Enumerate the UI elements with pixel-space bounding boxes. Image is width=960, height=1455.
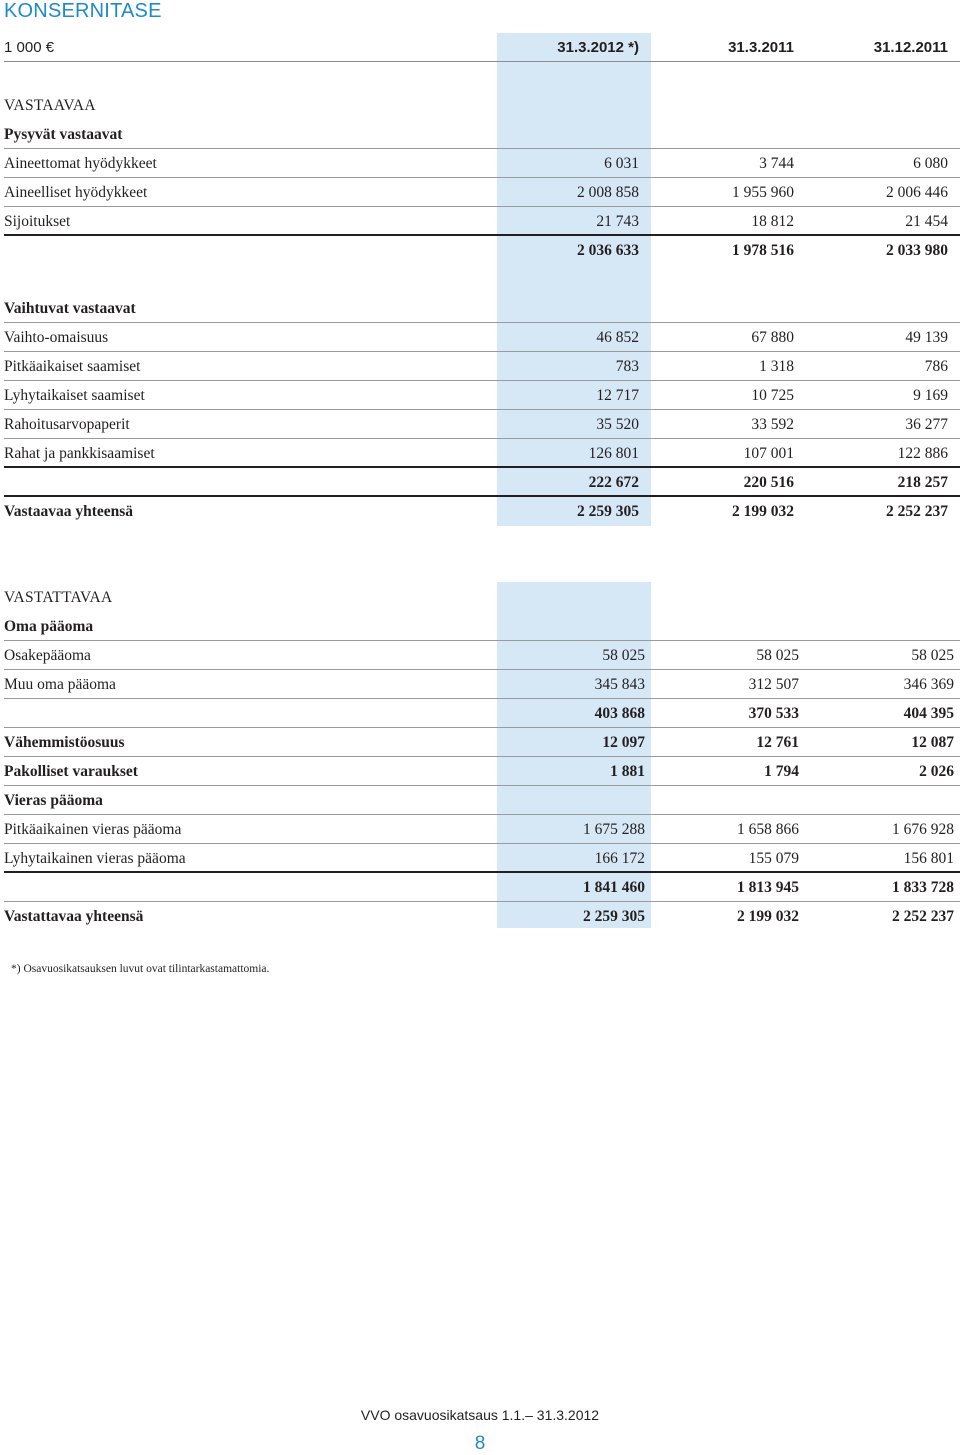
cell-2012q1: 1 881 bbox=[610, 763, 645, 780]
subtotal-row bbox=[4, 873, 960, 902]
cell-2011q1: 370 533 bbox=[748, 705, 799, 722]
table-row bbox=[4, 439, 960, 468]
cell-2012q1: 403 868 bbox=[594, 705, 645, 722]
cell-2011q1: 3 744 bbox=[759, 155, 794, 172]
table-row bbox=[4, 641, 960, 670]
cell-2012q1: 2 008 858 bbox=[577, 184, 639, 201]
row-label: Pakolliset varaukset bbox=[4, 763, 138, 780]
cell-2011fy: 2 252 237 bbox=[886, 503, 948, 520]
row-label: Rahat ja pankkisaamiset bbox=[4, 445, 155, 462]
cell-2012q1: 35 520 bbox=[596, 416, 639, 433]
cell-2011fy: 9 169 bbox=[913, 387, 948, 404]
column-header-2011q1: 31.3.2011 bbox=[728, 39, 794, 56]
cell-2011fy: 12 087 bbox=[911, 734, 954, 751]
cell-2011fy: 346 369 bbox=[903, 676, 954, 693]
cell-2011fy: 786 bbox=[924, 358, 948, 375]
subtotal-row bbox=[4, 468, 960, 497]
row-label: Aineelliset hyödykkeet bbox=[4, 184, 148, 201]
row-label: Osakepääoma bbox=[4, 647, 91, 664]
row-label: VASTAAVAA bbox=[4, 97, 96, 114]
page-number: 8 bbox=[474, 1433, 486, 1454]
row-label: Vastaavaa yhteensä bbox=[4, 503, 134, 520]
table-row bbox=[4, 207, 960, 236]
subtotal-row bbox=[4, 699, 960, 728]
row-label: Vaihtuvat vastaavat bbox=[4, 300, 136, 317]
table-row bbox=[4, 757, 960, 786]
cell-2011fy: 122 886 bbox=[897, 445, 948, 462]
cell-2012q1: 2 259 305 bbox=[577, 503, 639, 520]
cell-2012q1: 2 036 633 bbox=[577, 242, 639, 259]
group-heading-row bbox=[4, 612, 960, 641]
footnote: *) Osavuosikatsauksen luvut ovat tilintarkastamattomia. bbox=[11, 963, 270, 975]
table-row bbox=[4, 149, 960, 178]
cell-2011q1: 67 880 bbox=[751, 329, 794, 346]
total-row bbox=[4, 497, 960, 526]
column-header-2012q1: 31.3.2012 *) bbox=[557, 39, 639, 56]
cell-2011fy: 21 454 bbox=[905, 213, 948, 230]
cell-2011fy: 2 033 980 bbox=[886, 242, 948, 259]
cell-2012q1: 46 852 bbox=[596, 329, 639, 346]
cell-2011fy: 36 277 bbox=[905, 416, 948, 433]
cell-2011fy: 1 676 928 bbox=[892, 821, 954, 838]
table-row bbox=[4, 815, 960, 844]
cell-2011fy: 404 395 bbox=[903, 705, 954, 722]
row-label: Aineettomat hyödykkeet bbox=[4, 155, 157, 172]
cell-2011q1: 155 079 bbox=[748, 850, 799, 867]
cell-2011fy: 6 080 bbox=[913, 155, 948, 172]
row-label: Vieras pääoma bbox=[4, 792, 103, 809]
cell-2011fy: 58 025 bbox=[911, 647, 954, 664]
table-row bbox=[4, 352, 960, 381]
cell-2011q1: 1 658 866 bbox=[737, 821, 799, 838]
table-row bbox=[4, 381, 960, 410]
cell-2011q1: 12 761 bbox=[756, 734, 799, 751]
table-row bbox=[4, 728, 960, 757]
table-row bbox=[4, 410, 960, 439]
row-label: Sijoitukset bbox=[4, 213, 71, 230]
cell-2011q1: 1 978 516 bbox=[732, 242, 794, 259]
row-label: Vähemmistöosuus bbox=[4, 734, 125, 751]
table-row bbox=[4, 178, 960, 207]
cell-2011q1: 1 318 bbox=[759, 358, 794, 375]
section-heading-assets bbox=[4, 91, 960, 120]
row-label: Vaihto-omaisuus bbox=[4, 329, 109, 346]
cell-2012q1: 58 025 bbox=[602, 647, 645, 664]
cell-2011fy: 2 252 237 bbox=[892, 908, 954, 925]
row-label: Oma pääoma bbox=[4, 618, 94, 635]
row-label: Rahoitusarvopaperit bbox=[4, 416, 130, 433]
table-row bbox=[4, 844, 960, 873]
cell-2011fy: 1 833 728 bbox=[892, 879, 954, 896]
row-label: Vastattavaa yhteensä bbox=[4, 908, 144, 925]
row-label: VASTATTAVAA bbox=[4, 589, 113, 606]
report-footer: VVO osavuosikatsaus 1.1.– 31.3.2012 bbox=[360, 1407, 600, 1423]
table-row bbox=[4, 670, 960, 699]
cell-2012q1: 1 675 288 bbox=[583, 821, 645, 838]
cell-2011q1: 33 592 bbox=[751, 416, 794, 433]
cell-2012q1: 21 743 bbox=[596, 213, 639, 230]
cell-2012q1: 12 097 bbox=[602, 734, 645, 751]
total-row bbox=[4, 902, 960, 931]
cell-2011q1: 10 725 bbox=[751, 387, 794, 404]
cell-2012q1: 1 841 460 bbox=[583, 879, 645, 896]
unit-label: 1 000 € bbox=[4, 39, 55, 56]
group-heading-row bbox=[4, 294, 960, 323]
row-label: Pitkäaikainen vieras pääoma bbox=[4, 821, 182, 838]
cell-2011q1: 1 955 960 bbox=[732, 184, 794, 201]
cell-2012q1: 345 843 bbox=[594, 676, 645, 693]
cell-2011q1: 58 025 bbox=[756, 647, 799, 664]
cell-2012q1: 222 672 bbox=[588, 474, 639, 491]
cell-2011q1: 220 516 bbox=[743, 474, 794, 491]
group-heading-row bbox=[4, 786, 960, 815]
row-label: Lyhytaikainen vieras pääoma bbox=[4, 850, 186, 867]
cell-2011q1: 1 794 bbox=[764, 763, 799, 780]
group-heading-row bbox=[4, 120, 960, 149]
row-label: Muu oma pääoma bbox=[4, 676, 116, 693]
section-heading-liabilities bbox=[4, 583, 960, 612]
cell-2011q1: 18 812 bbox=[751, 213, 794, 230]
cell-2011fy: 156 801 bbox=[903, 850, 954, 867]
row-label: Pitkäaikaiset saamiset bbox=[4, 358, 141, 375]
table-row bbox=[4, 323, 960, 352]
column-header-2011fy: 31.12.2011 bbox=[873, 39, 948, 56]
cell-2012q1: 12 717 bbox=[596, 387, 639, 404]
cell-2011fy: 2 026 bbox=[919, 763, 954, 780]
row-label: Lyhytaikaiset saamiset bbox=[4, 387, 145, 404]
cell-2011q1: 312 507 bbox=[748, 676, 799, 693]
cell-2011q1: 1 813 945 bbox=[737, 879, 799, 896]
row-label: Pysyvät vastaavat bbox=[4, 126, 123, 143]
cell-2012q1: 2 259 305 bbox=[583, 908, 645, 925]
cell-2012q1: 166 172 bbox=[594, 850, 645, 867]
cell-2011fy: 218 257 bbox=[897, 474, 948, 491]
cell-2012q1: 783 bbox=[615, 358, 639, 375]
subtotal-row bbox=[4, 236, 960, 265]
cell-2012q1: 6 031 bbox=[604, 155, 639, 172]
cell-2011fy: 2 006 446 bbox=[886, 184, 948, 201]
page-title: KONSERNITASE bbox=[4, 0, 162, 22]
cell-2012q1: 126 801 bbox=[588, 445, 639, 462]
cell-2011q1: 2 199 032 bbox=[737, 908, 799, 925]
cell-2011q1: 107 001 bbox=[743, 445, 794, 462]
table-header bbox=[4, 33, 960, 62]
cell-2011fy: 49 139 bbox=[905, 329, 948, 346]
cell-2011q1: 2 199 032 bbox=[732, 503, 794, 520]
